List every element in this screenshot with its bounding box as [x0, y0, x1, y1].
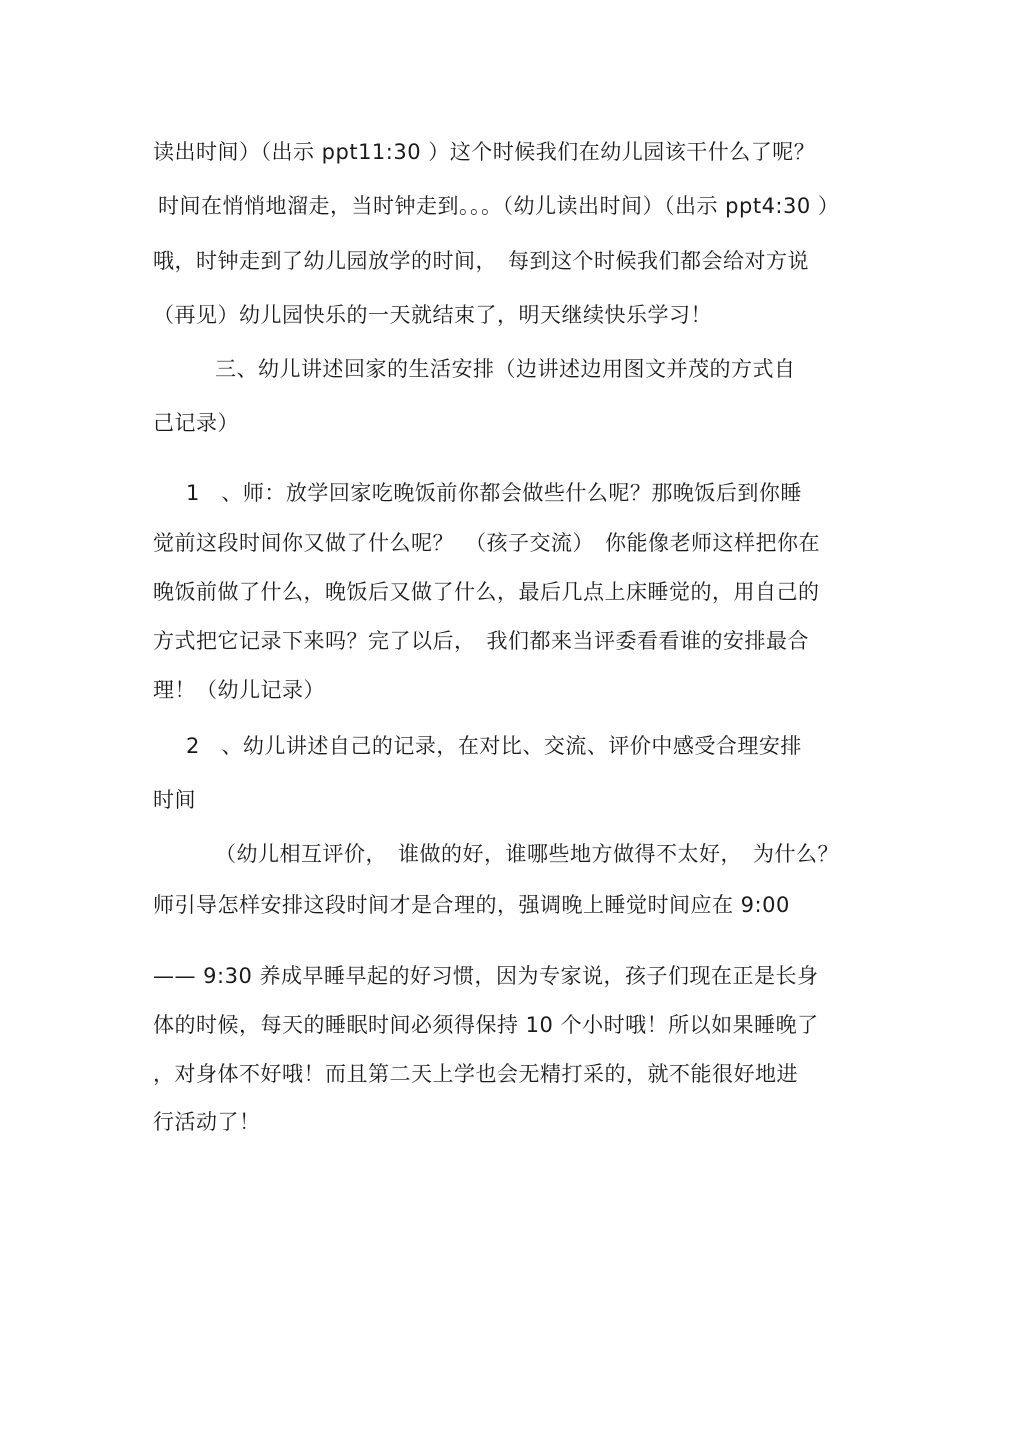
text-line-5: 三、幼儿讲述回家的生活安排（边讲述边用图文并茂的方式自 — [215, 357, 796, 381]
text-line-7: 1 、师：放学回家吃晚饭前你都会做些什么呢？那晚饭后到你睡 — [186, 481, 802, 505]
text-line-3: 哦，时钟走到了幼儿园放学的时间， 每到这个时候我们都会给对方说 — [153, 249, 809, 273]
text-line-8: 觉前这段时间你又做了什么呢？ （孩子交流） 你能像老师这样把你在 — [153, 531, 820, 555]
text-line-19: 行活动了！ — [153, 1110, 261, 1134]
text-line-14: （幼儿相互评价， 谁做的好，谁哪些地方做得不太好， 为什么？ — [215, 842, 839, 866]
text-line-15: 师引导怎样安排这段时间才是合理的，强调晚上睡觉时间应在 9:00 — [153, 893, 790, 917]
text-line-12: 2 、幼儿讲述自己的记录，在对比、交流、评价中感受合理安排 — [186, 734, 802, 758]
text-line-4: （再见）幼儿园快乐的一天就结束了，明天继续快乐学习！ — [153, 303, 712, 327]
text-line-10: 方式把它记录下来吗？完了以后， 我们都来当评委看看谁的安排最合 — [153, 629, 809, 653]
text-line-6: 己记录） — [153, 411, 239, 435]
text-line-18: ，对身体不好哦！而且第二天上学也会无精打采的，就不能很好地进 — [153, 1062, 798, 1086]
text-line-1: 读出时间）（出示 ppt11:30 ）这个时候我们在幼儿园该干什么了呢？ — [153, 140, 816, 164]
text-line-16: —— 9:30 养成早睡早起的好习惯，因为专家说，孩子们现在正是长身 — [153, 964, 819, 988]
text-line-9: 晚饭前做了什么，晚饭后又做了什么，最后几点上床睡觉的，用自己的 — [153, 580, 820, 604]
text-line-11: 理！（幼儿记录） — [153, 678, 325, 702]
text-line-13: 时间 — [153, 788, 196, 812]
text-line-17: 体的时候，每天的睡眠时间必须得保持 10 个小时哦！所以如果睡晚了 — [153, 1013, 819, 1037]
text-line-2: 时间在悄悄地溜走，当时钟走到。。。（幼儿读出时间）（出示 ppt4:30 ） — [158, 194, 840, 218]
